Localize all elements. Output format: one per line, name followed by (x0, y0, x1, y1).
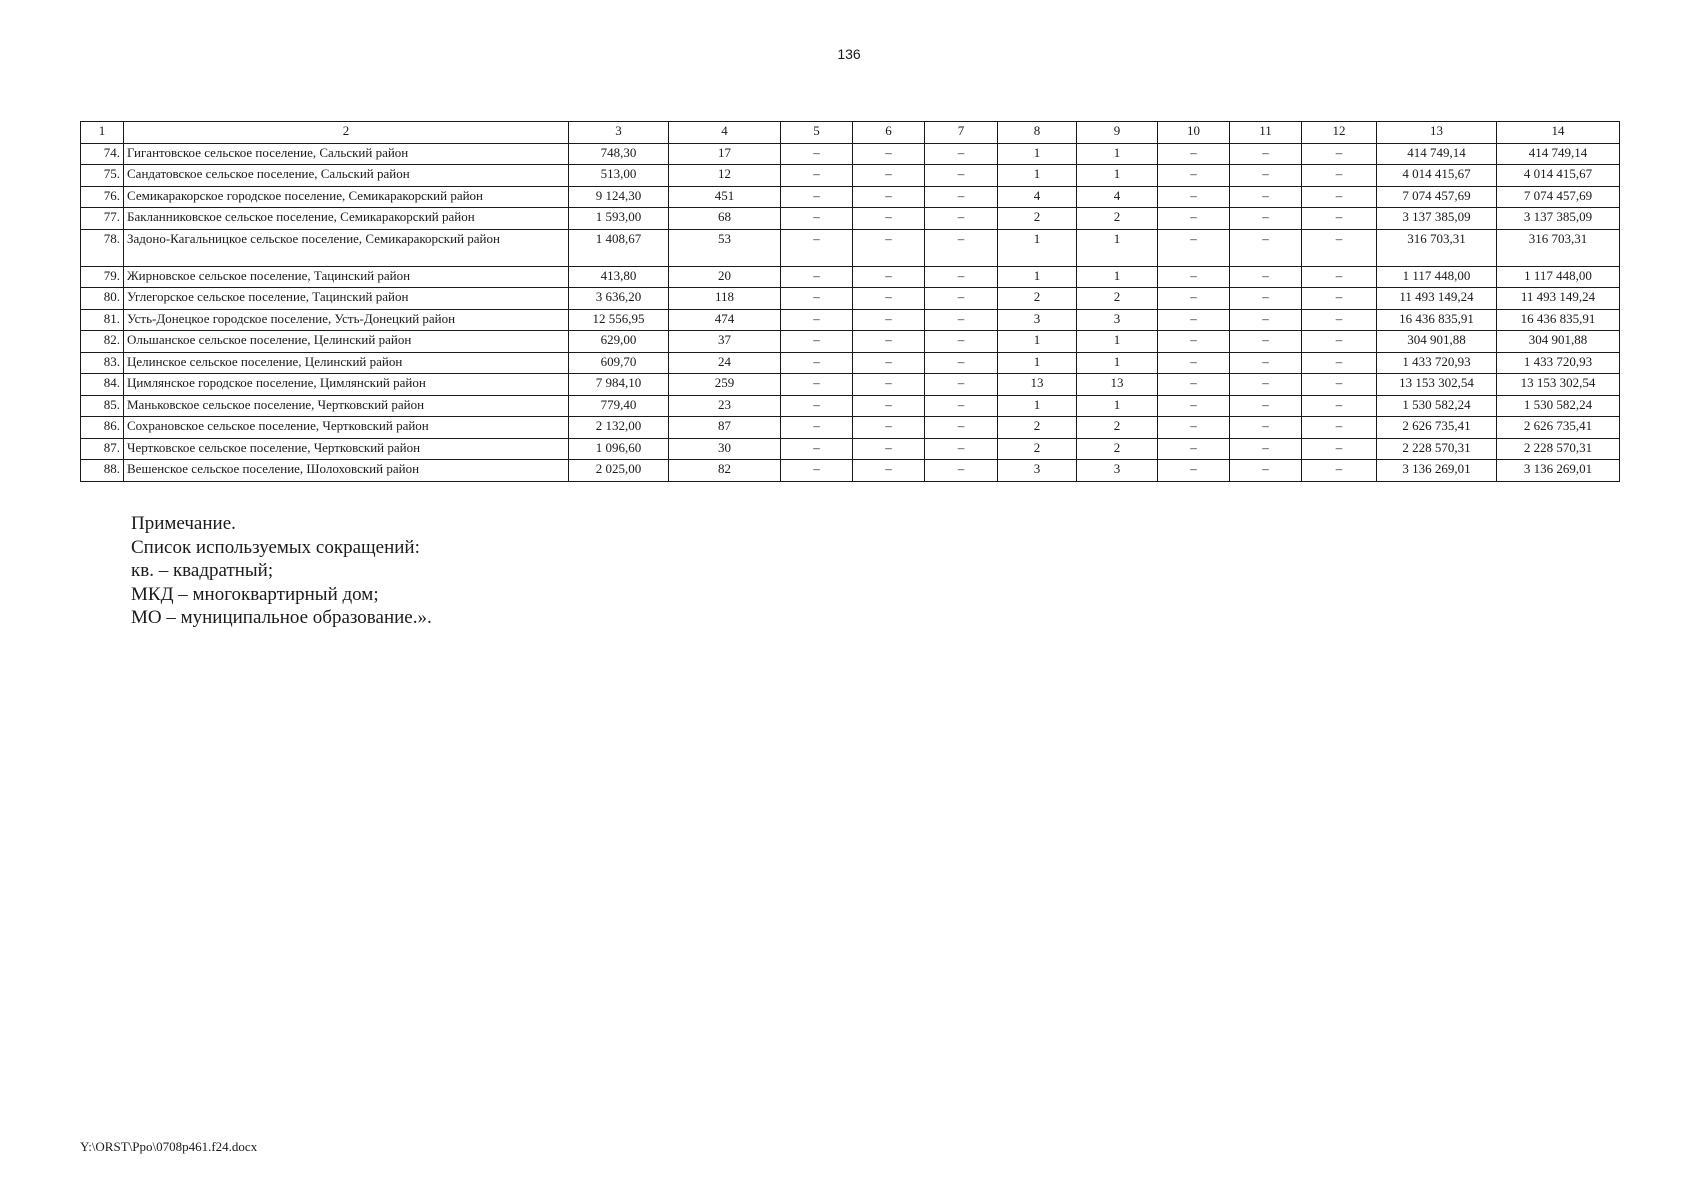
value-cell: – (853, 438, 925, 460)
value-cell: – (781, 186, 853, 208)
value-cell: – (1230, 331, 1302, 353)
value-cell: 1 (1077, 143, 1158, 165)
row-number-cell: 76. (81, 186, 124, 208)
table-row (81, 208, 1620, 230)
table-row (81, 165, 1620, 187)
value-cell: 451 (669, 186, 781, 208)
value-cell: 414 749,14 (1377, 143, 1497, 165)
value-cell: – (1230, 417, 1302, 439)
row-number-cell: 78. (81, 229, 124, 266)
value-cell: 3 136 269,01 (1377, 460, 1497, 482)
value-cell: – (1302, 229, 1377, 266)
value-cell: – (925, 143, 998, 165)
column-header: 4 (669, 122, 781, 144)
column-header: 7 (925, 122, 998, 144)
value-cell: – (925, 395, 998, 417)
value-cell: 1 (998, 143, 1077, 165)
settlement-name-cell: Чертковское сельское поселение, Чертковский район (124, 438, 569, 460)
table-row (81, 288, 1620, 310)
value-cell: – (781, 143, 853, 165)
table-row (81, 352, 1620, 374)
value-cell: – (1158, 374, 1230, 396)
value-cell: – (853, 352, 925, 374)
value-cell: 2 626 735,41 (1377, 417, 1497, 439)
value-cell: – (925, 266, 998, 288)
value-cell: 2 (998, 208, 1077, 230)
value-cell: – (853, 331, 925, 353)
value-cell: – (1230, 288, 1302, 310)
notes-block (131, 512, 432, 630)
settlement-name-cell: Цимлянское городское поселение, Цимлянский район (124, 374, 569, 396)
value-cell: – (925, 374, 998, 396)
table-row (81, 229, 1620, 266)
value-cell: 2 025,00 (569, 460, 669, 482)
value-cell: 304 901,88 (1497, 331, 1620, 353)
value-cell: 1 (998, 352, 1077, 374)
value-cell: – (781, 417, 853, 439)
value-cell: 748,30 (569, 143, 669, 165)
value-cell: – (1230, 352, 1302, 374)
value-cell: – (1302, 395, 1377, 417)
abbreviation-item: МКД – многоквартирный дом; (131, 583, 379, 605)
value-cell: – (781, 374, 853, 396)
value-cell: – (925, 309, 998, 331)
table-row (81, 186, 1620, 208)
value-cell: – (1158, 288, 1230, 310)
row-number-cell: 88. (81, 460, 124, 482)
column-header: 14 (1497, 122, 1620, 144)
value-cell: – (1302, 165, 1377, 187)
value-cell: 11 493 149,24 (1497, 288, 1620, 310)
value-cell: – (1302, 208, 1377, 230)
value-cell: – (1158, 309, 1230, 331)
settlement-name-cell: Сохрановское сельское поселение, Чертковский район (124, 417, 569, 439)
value-cell: – (853, 374, 925, 396)
value-cell: – (1302, 331, 1377, 353)
value-cell: 13 (1077, 374, 1158, 396)
value-cell: 53 (669, 229, 781, 266)
table-row (81, 395, 1620, 417)
value-cell: – (1230, 309, 1302, 331)
value-cell: – (853, 288, 925, 310)
value-cell: 3 (1077, 460, 1158, 482)
value-cell: 11 493 149,24 (1377, 288, 1497, 310)
value-cell: 82 (669, 460, 781, 482)
column-header: 13 (1377, 122, 1497, 144)
value-cell: – (925, 460, 998, 482)
value-cell: – (1302, 460, 1377, 482)
value-cell: 3 636,20 (569, 288, 669, 310)
value-cell: 3 (998, 460, 1077, 482)
value-cell: 13 (998, 374, 1077, 396)
value-cell: 316 703,31 (1377, 229, 1497, 266)
column-header: 12 (1302, 122, 1377, 144)
value-cell: – (853, 208, 925, 230)
value-cell: – (781, 309, 853, 331)
value-cell: – (1302, 143, 1377, 165)
row-number-cell: 79. (81, 266, 124, 288)
column-header: 5 (781, 122, 853, 144)
value-cell: – (1230, 208, 1302, 230)
column-header: 3 (569, 122, 669, 144)
column-header: 2 (124, 122, 569, 144)
value-cell: – (853, 165, 925, 187)
file-path: Y:\ORST\Ppo\0708p461.f24.docx (80, 1139, 258, 1154)
settlement-name-cell: Бакланниковское сельское поселение, Семикаракорский район (124, 208, 569, 230)
settlement-name-cell: Семикаракорское городское поселение, Семикаракорский район (124, 186, 569, 208)
settlement-name-cell: Углегорское сельское поселение, Тацинский район (124, 288, 569, 310)
settlement-name-cell: Ольшанское сельское поселение, Целинский район (124, 331, 569, 353)
value-cell: 1 (1077, 395, 1158, 417)
value-cell: – (1302, 438, 1377, 460)
value-cell: – (1302, 288, 1377, 310)
value-cell: – (1230, 165, 1302, 187)
value-cell: – (781, 266, 853, 288)
table-row (81, 143, 1620, 165)
value-cell: – (1158, 229, 1230, 266)
value-cell: 37 (669, 331, 781, 353)
value-cell: – (1158, 460, 1230, 482)
value-cell: – (1230, 186, 1302, 208)
value-cell: – (781, 208, 853, 230)
column-header: 6 (853, 122, 925, 144)
value-cell: 24 (669, 352, 781, 374)
abbreviation-item: кв. – квадратный; (131, 560, 274, 581)
value-cell: – (925, 229, 998, 266)
value-cell: – (1158, 352, 1230, 374)
value-cell: 30 (669, 438, 781, 460)
settlement-name-cell: Жирновское сельское поселение, Тацинский район (124, 266, 569, 288)
value-cell: 1 (1077, 331, 1158, 353)
row-number-cell: 86. (81, 417, 124, 439)
value-cell: – (925, 417, 998, 439)
value-cell: – (1230, 438, 1302, 460)
value-cell: – (1158, 266, 1230, 288)
column-header: 11 (1230, 122, 1302, 144)
row-number-cell: 81. (81, 309, 124, 331)
table-row (81, 331, 1620, 353)
settlement-name-cell: Усть-Донецкое городское поселение, Усть-Донецкий район (124, 309, 569, 331)
value-cell: 2 (1077, 438, 1158, 460)
value-cell: 1 (998, 395, 1077, 417)
column-header: 8 (998, 122, 1077, 144)
value-cell: – (781, 395, 853, 417)
value-cell: 68 (669, 208, 781, 230)
value-cell: 2 228 570,31 (1497, 438, 1620, 460)
value-cell: 1 (998, 229, 1077, 266)
value-cell: 413,80 (569, 266, 669, 288)
table-row (81, 438, 1620, 460)
value-cell: 1 117 448,00 (1377, 266, 1497, 288)
value-cell: – (853, 229, 925, 266)
row-number-cell: 75. (81, 165, 124, 187)
value-cell: 9 124,30 (569, 186, 669, 208)
abbreviations-heading: Список используемых сокращений: (131, 536, 420, 558)
value-cell: 12 556,95 (569, 309, 669, 331)
value-cell: 2 (1077, 417, 1158, 439)
value-cell: – (1230, 266, 1302, 288)
value-cell: 7 074 457,69 (1377, 186, 1497, 208)
settlement-name-cell: Вешенское сельское поселение, Шолоховский район (124, 460, 569, 482)
value-cell: 4 014 415,67 (1497, 165, 1620, 187)
value-cell: 1 (1077, 352, 1158, 374)
value-cell: 2 (998, 417, 1077, 439)
value-cell: 4 (998, 186, 1077, 208)
value-cell: 13 153 302,54 (1377, 374, 1497, 396)
value-cell: – (1230, 374, 1302, 396)
value-cell: 4 014 415,67 (1377, 165, 1497, 187)
table-row (81, 266, 1620, 288)
value-cell: – (1158, 417, 1230, 439)
value-cell: – (925, 186, 998, 208)
value-cell: 1 (1077, 229, 1158, 266)
value-cell: 1 (998, 266, 1077, 288)
value-cell: – (781, 352, 853, 374)
value-cell: 1 530 582,24 (1497, 395, 1620, 417)
value-cell: 87 (669, 417, 781, 439)
value-cell: – (853, 143, 925, 165)
value-cell: 1 096,60 (569, 438, 669, 460)
settlement-name-cell: Маньковское сельское поселение, Чертковский район (124, 395, 569, 417)
value-cell: 1 593,00 (569, 208, 669, 230)
value-cell: – (1302, 374, 1377, 396)
value-cell: – (1302, 417, 1377, 439)
settlement-name-cell: Целинское сельское поселение, Целинский район (124, 352, 569, 374)
value-cell: 1 (998, 165, 1077, 187)
value-cell: 3 136 269,01 (1497, 460, 1620, 482)
value-cell: – (781, 460, 853, 482)
value-cell: – (1158, 331, 1230, 353)
settlement-name-cell: Гигантовское сельское поселение, Сальский район (124, 143, 569, 165)
value-cell: 3 137 385,09 (1497, 208, 1620, 230)
value-cell: 2 (1077, 208, 1158, 230)
value-cell: – (1302, 352, 1377, 374)
table-header-row (81, 122, 1620, 144)
value-cell: – (853, 417, 925, 439)
value-cell: – (853, 460, 925, 482)
value-cell: 3 (998, 309, 1077, 331)
value-cell: 1 530 582,24 (1377, 395, 1497, 417)
value-cell: 7 984,10 (569, 374, 669, 396)
value-cell: 316 703,31 (1497, 229, 1620, 266)
value-cell: 12 (669, 165, 781, 187)
value-cell: – (1158, 186, 1230, 208)
row-number-cell: 85. (81, 395, 124, 417)
value-cell: – (781, 165, 853, 187)
value-cell: 118 (669, 288, 781, 310)
value-cell: – (925, 165, 998, 187)
value-cell: 1 (998, 331, 1077, 353)
value-cell: – (1158, 208, 1230, 230)
table-row (81, 309, 1620, 331)
settlement-name-cell: Задоно-Кагальницкое сельское поселение, Семикаракорский район (124, 229, 569, 266)
value-cell: 2 228 570,31 (1377, 438, 1497, 460)
value-cell: 20 (669, 266, 781, 288)
value-cell: 304 901,88 (1377, 331, 1497, 353)
row-number-cell: 80. (81, 288, 124, 310)
value-cell: 1 433 720,93 (1377, 352, 1497, 374)
note-title: Примечание. (131, 513, 236, 534)
value-cell: – (925, 438, 998, 460)
value-cell: – (781, 288, 853, 310)
value-cell: 3 137 385,09 (1377, 208, 1497, 230)
value-cell: – (925, 208, 998, 230)
value-cell: – (1230, 229, 1302, 266)
value-cell: – (1302, 309, 1377, 331)
value-cell: – (1158, 165, 1230, 187)
row-number-cell: 87. (81, 438, 124, 460)
column-header: 10 (1158, 122, 1230, 144)
value-cell: 1 117 448,00 (1497, 266, 1620, 288)
column-header: 1 (81, 122, 124, 144)
value-cell: – (925, 288, 998, 310)
value-cell: – (1158, 395, 1230, 417)
value-cell: 474 (669, 309, 781, 331)
value-cell: 2 (998, 288, 1077, 310)
data-table (80, 121, 1620, 482)
value-cell: 1 (1077, 165, 1158, 187)
row-number-cell: 77. (81, 208, 124, 230)
value-cell: – (781, 438, 853, 460)
value-cell: 17 (669, 143, 781, 165)
table-row (81, 460, 1620, 482)
value-cell: 1 408,67 (569, 229, 669, 266)
value-cell: – (853, 186, 925, 208)
value-cell: – (1302, 266, 1377, 288)
row-number-cell: 82. (81, 331, 124, 353)
value-cell: – (853, 266, 925, 288)
value-cell: 779,40 (569, 395, 669, 417)
value-cell: 414 749,14 (1497, 143, 1620, 165)
value-cell: – (1158, 143, 1230, 165)
value-cell: 513,00 (569, 165, 669, 187)
value-cell: 2 (998, 438, 1077, 460)
value-cell: 1 433 720,93 (1497, 352, 1620, 374)
value-cell: – (1302, 186, 1377, 208)
value-cell: 2 132,00 (569, 417, 669, 439)
value-cell: – (781, 331, 853, 353)
page-number: 136 (837, 46, 861, 62)
value-cell: 13 153 302,54 (1497, 374, 1620, 396)
column-header: 9 (1077, 122, 1158, 144)
settlement-name-cell: Сандатовское сельское поселение, Сальский район (124, 165, 569, 187)
table-body (81, 143, 1620, 481)
row-number-cell: 83. (81, 352, 124, 374)
value-cell: 23 (669, 395, 781, 417)
value-cell: – (781, 229, 853, 266)
value-cell: – (1230, 460, 1302, 482)
row-number-cell: 84. (81, 374, 124, 396)
abbreviation-item: МО – муниципальное образование.». (131, 607, 432, 628)
value-cell: – (853, 309, 925, 331)
value-cell: 7 074 457,69 (1497, 186, 1620, 208)
value-cell: 2 626 735,41 (1497, 417, 1620, 439)
value-cell: 4 (1077, 186, 1158, 208)
value-cell: 1 (1077, 266, 1158, 288)
value-cell: 16 436 835,91 (1377, 309, 1497, 331)
table-row (81, 374, 1620, 396)
table-row (81, 417, 1620, 439)
value-cell: – (1230, 143, 1302, 165)
value-cell: 16 436 835,91 (1497, 309, 1620, 331)
value-cell: 3 (1077, 309, 1158, 331)
row-number-cell: 74. (81, 143, 124, 165)
value-cell: 629,00 (569, 331, 669, 353)
value-cell: – (925, 331, 998, 353)
value-cell: 259 (669, 374, 781, 396)
value-cell: 609,70 (569, 352, 669, 374)
value-cell: 2 (1077, 288, 1158, 310)
value-cell: – (1230, 395, 1302, 417)
value-cell: – (853, 395, 925, 417)
value-cell: – (1158, 438, 1230, 460)
value-cell: – (925, 352, 998, 374)
